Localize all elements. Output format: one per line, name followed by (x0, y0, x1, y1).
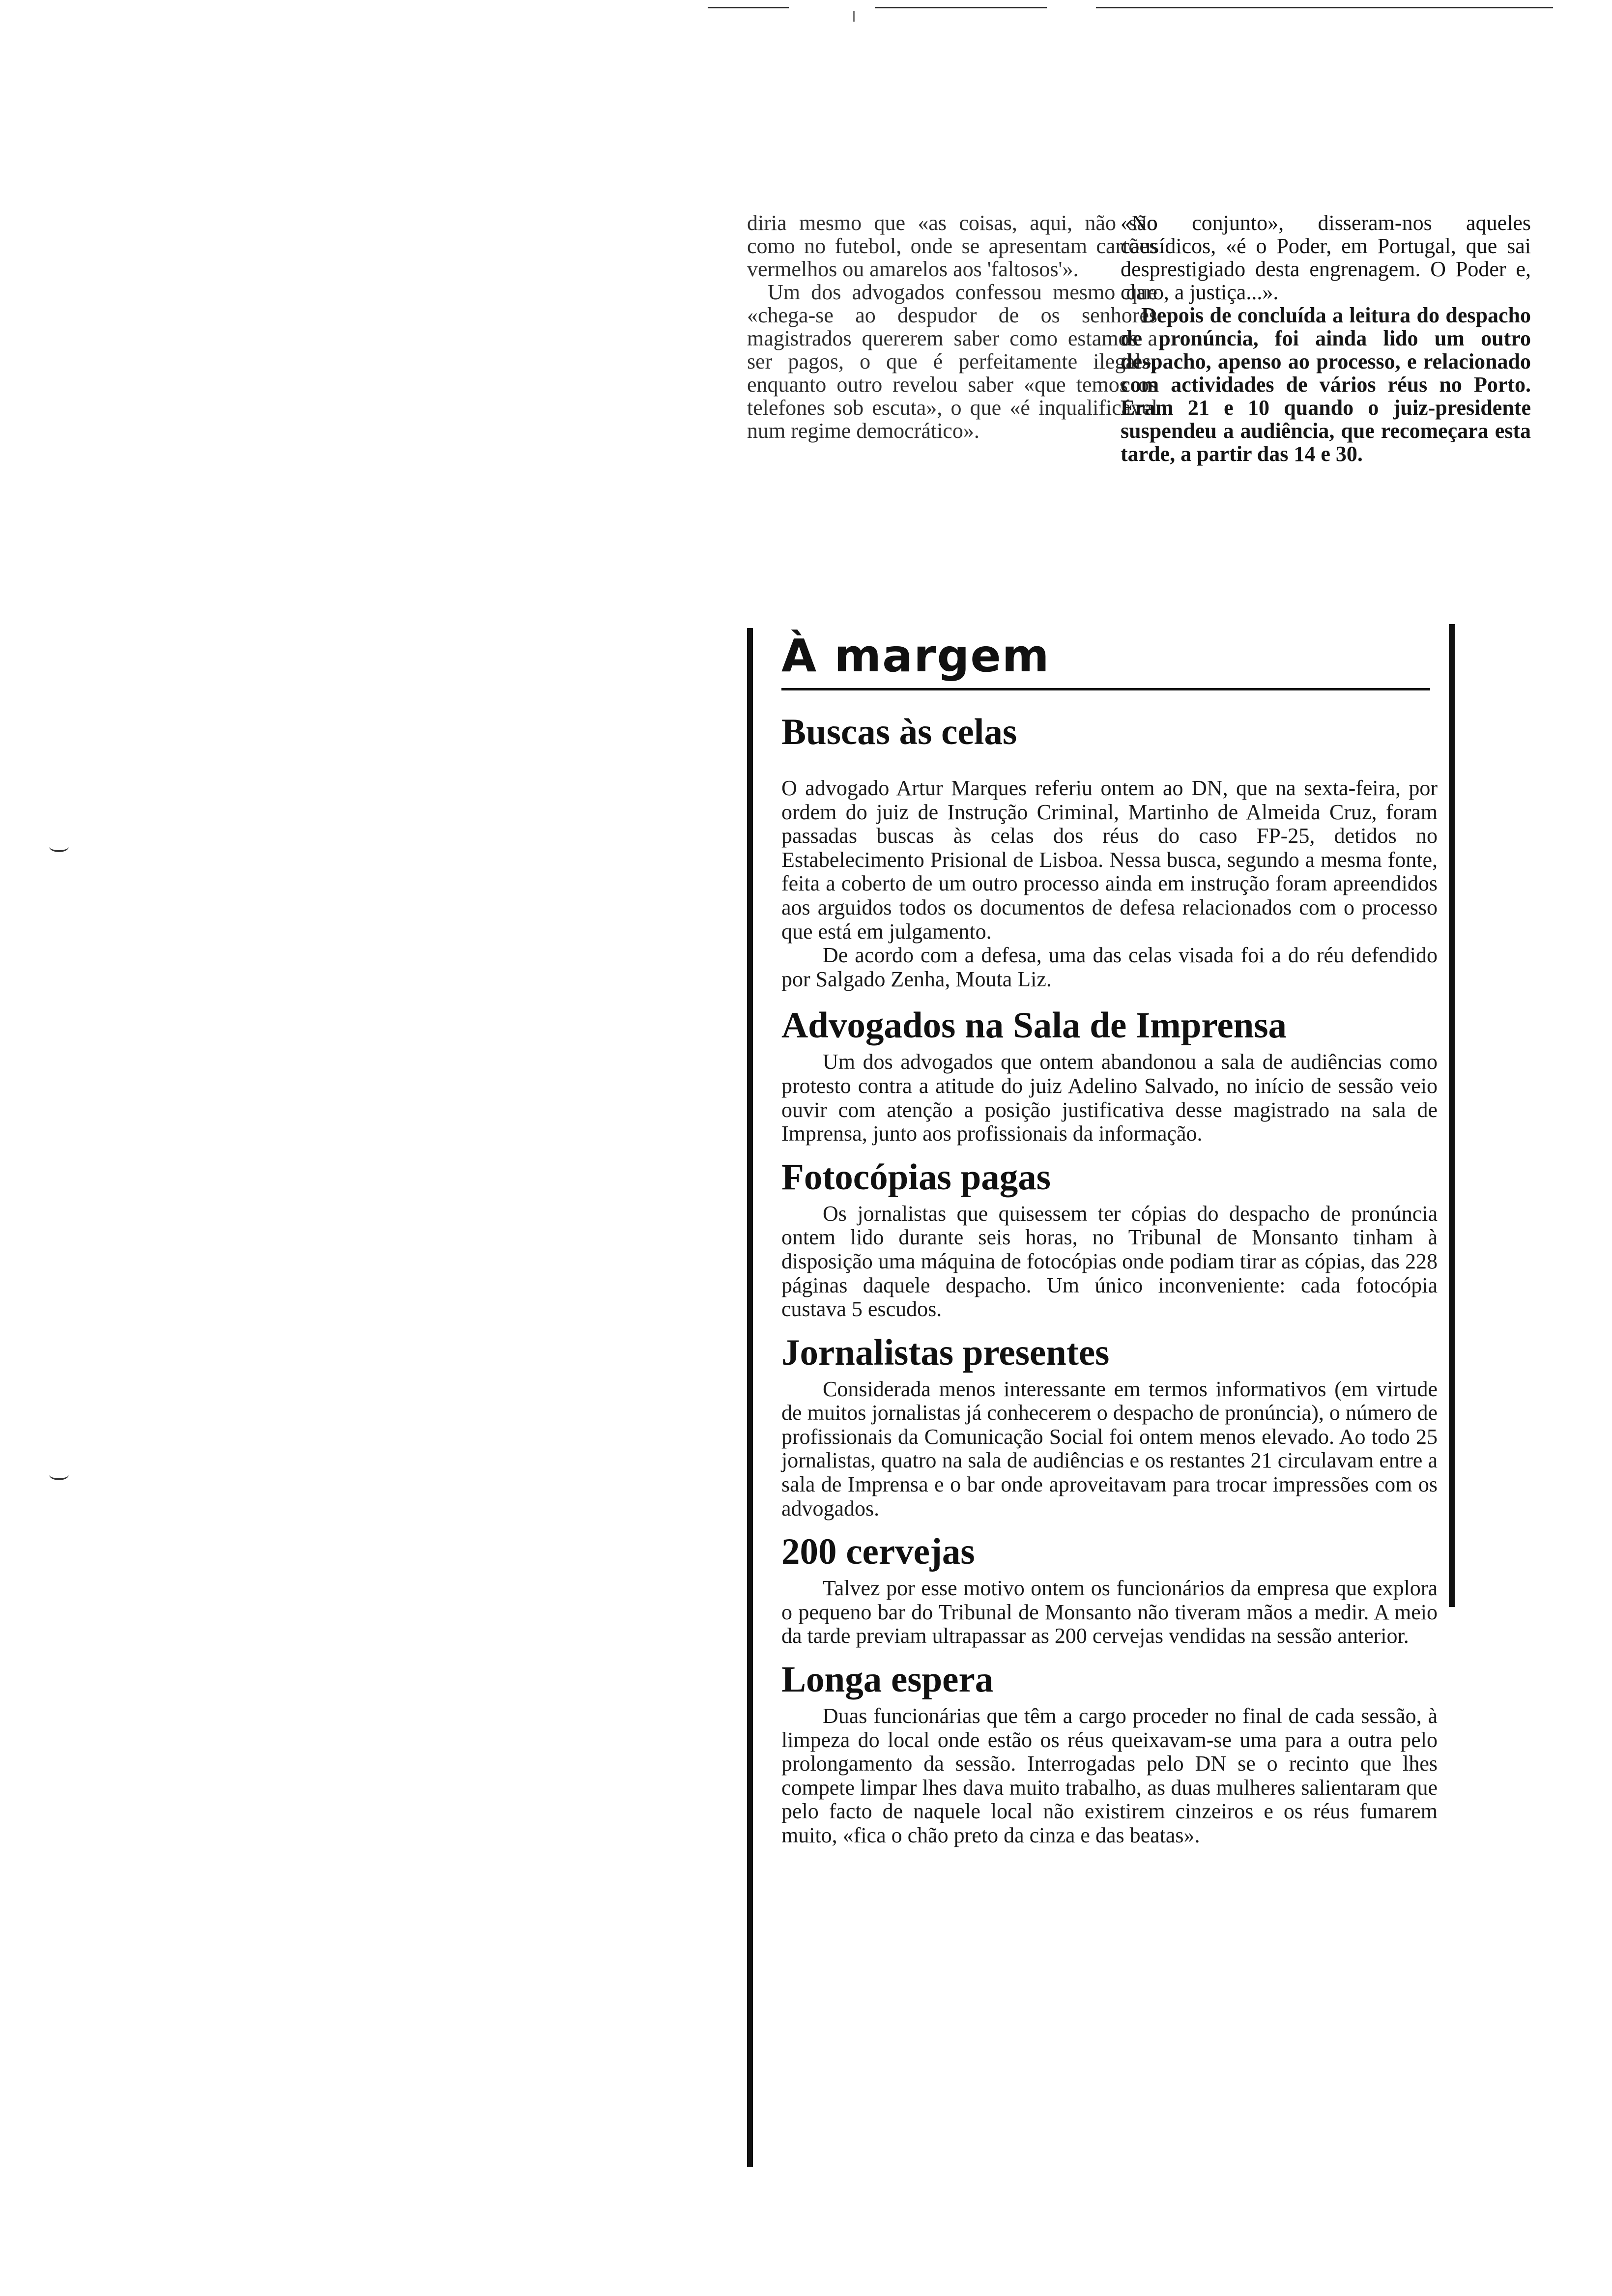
paragraph: De acordo com a defesa, uma das celas visada foi a do réu defendido por Salgado Zenha, Mouta Liz. (781, 943, 1438, 991)
article-advogados-na-sala-de-imprensa (781, 1001, 1438, 1146)
title-rule (781, 688, 1430, 690)
section-title: À margem (781, 630, 1050, 682)
binding-hole-mark (49, 841, 69, 852)
article-fotocopias-pagas (781, 1153, 1438, 1321)
paragraph: Considerada menos interessante em termos informativos (em virtude de muitos jornalistas já conhecerem o despacho de pronúncia), o número de profissionais da Comunicação Social foi ontem menos elevado. Ao todo 25 jornalistas, quatro na sala de audiências e os restantes 21 circulavam entre a sala de Imprensa e o bar onde aproveitavam para trocar impressões com os advogados. (781, 1377, 1438, 1521)
article-heading: Longa espera (781, 1659, 994, 1700)
box-left-rule (747, 628, 753, 2167)
paragraph: diria mesmo que «as coisas, aqui, não são como no futebol, onde se apresentam cartões vermelhos ou amarelos aos 'faltosos'». (747, 211, 1157, 281)
article-jornalistas-presentes (781, 1328, 1438, 1521)
paragraph: O advogado Artur Marques referiu ontem ao DN, que na sexta-feira, por ordem do juiz de Instrução Criminal, Martinho de Almeida Cruz, foram passadas buscas às celas dos réus do caso FP-25, detidos no Estabelecimento Prisional de Lisboa. Nessa busca, segundo a mesma fonte, feita a coberto de um outro processo ainda em instrução foram apreendidos aos arguidos todos os documentos de defesa relacionados com o processo que está em julgamento. (781, 776, 1438, 944)
scan-edge-line (875, 7, 1047, 8)
article-heading: Advogados na Sala de Imprensa (781, 1005, 1287, 1046)
article-200-cervejas (781, 1527, 1438, 1648)
article-heading: Fotocópias pagas (781, 1156, 1051, 1198)
box-right-rule (1449, 624, 1455, 1607)
paragraph: Duas funcionárias que têm a cargo proceder no final de cada sessão, à limpeza do local onde estão os réus queixavam-se uma para a outra pelo prolongamento da sessão. Interrogadas pelo DN se o recinto que lhes compete limpar lhes dava muito trabalho, as duas mulheres salientaram que pelo facto de naquele local não existirem cinzeiros e os réus fumarem muito, «fica o chão preto da cinza e das beatas». (781, 1704, 1438, 1847)
article-heading: Jornalistas presentes (781, 1332, 1110, 1373)
short-articles (781, 708, 1438, 1848)
article-continuation-right-column (1121, 211, 1531, 465)
paragraph: Talvez por esse motivo ontem os funcionários da empresa que explora o pequeno bar do Tribunal de Monsanto não tiveram mãos a medir. A meio da tarde previam ultrapassar as 200 cervejas vendidas na sessão anterior. (781, 1576, 1438, 1648)
article-longa-espera (781, 1655, 1438, 1848)
article-heading: Buscas às celas (781, 712, 1017, 752)
paragraph: Um dos advogados confessou mesmo que «chega-se ao despudor de os senhores magistrados quererem saber como estamos a ser pagos, o que é perfeitamente ilegal», enquanto outro revelou saber «que temos os telefones sob escuta», o que «é inqualificável num regime democrático». (747, 280, 1157, 443)
scan-tick-mark (853, 11, 855, 22)
article-heading: 200 cervejas (781, 1531, 975, 1573)
scan-edge-line (708, 7, 789, 8)
paragraph: Os jornalistas que quisessem ter cópias do despacho de pronúncia ontem lido durante seis horas, no Tribunal de Monsanto tinham à disposição uma máquina de fotocópias onde podiam tirar as cópias, das 228 páginas daquele despacho. Um único inconveniente: cada fotocópia custava 5 escudos. (781, 1201, 1438, 1321)
article-buscas-as-celas (781, 708, 1438, 991)
paragraph: Um dos advogados que ontem abandonou a sala de audiências como protesto contra a atitude do juiz Adelino Salvado, no início de sessão veio ouvir com atenção a posição justificativa desse magistrado na sala de Imprensa, junto aos profissionais da informação. (781, 1050, 1438, 1146)
paragraph: «No conjunto», disseram-nos aqueles causídicos, «é o Poder, em Portugal, que sai desprestigiado desta engrenagem. O Poder e, claro, a justiça...». (1121, 211, 1531, 304)
scan-edge-line (1096, 7, 1553, 8)
article-continuation-left-column (747, 211, 1157, 442)
binding-hole-mark (49, 1469, 69, 1480)
paragraph: Depois de concluída a leitura do despacho de pronúncia, foi ainda lido um outro despacho, apenso ao processo, e relacionado com actividades de vários réus no Porto. Eram 21 e 10 quando o juiz-presidente suspendeu a audiência, que recomeçara esta tarde, a partir das 14 e 30. (1121, 303, 1531, 466)
